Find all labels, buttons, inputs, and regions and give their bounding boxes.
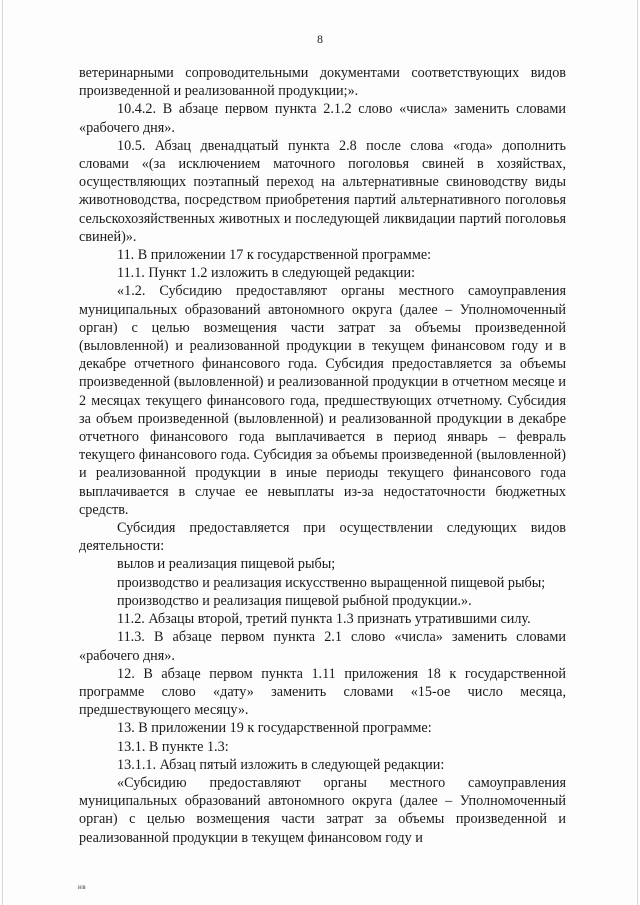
page-left-edge <box>2 0 3 905</box>
paragraph: 11. В приложении 17 к государственной программе: <box>117 247 432 264</box>
paragraph: 10.4.2. В абзаце первом пункта 2.1.2 слово «числа» заменить словами «рабочего дня». <box>79 101 566 136</box>
page-number: 8 <box>317 32 323 46</box>
paragraph: 13.1. В пункте 1.3: <box>117 738 229 755</box>
paragraph: 12. В абзаце первом пункта 1.11 приложения 18 к государственной программе слово «дату» заменить словами «15-ое число месяца, предшествующего месяцу». <box>79 665 566 719</box>
paragraph: вылов и реализация пищевой рыбы; <box>117 556 336 573</box>
footer-mark: нв <box>78 883 87 891</box>
paragraph: 13. В приложении 19 к государственной программе: <box>117 720 432 737</box>
paragraph: Субсидия предоставляется при осуществлении следующих видов деятельности: <box>79 520 566 555</box>
paragraph: 10.5. Абзац двенадцатый пункта 2.8 после слова «года» дополнить словами «(за исключением маточного поголовья свиней в хозяйствах, осуществляющих поэтапный переход на альтернативные свиноводству виды животноводства, посредством приобретения партий альтернативного поголовья сельскохозяйственных животных и последующей ликвидации партий поголовья свиней)». <box>79 137 566 245</box>
paragraph: 11.2. Абзацы второй, третий пункта 1.3 признать утратившими силу. <box>117 611 531 628</box>
paragraph: 11.3. В абзаце первом пункта 2.1 слово «числа» заменить словами «рабочего дня». <box>79 629 566 664</box>
paragraph: «1.2. Субсидию предоставляют органы местного самоуправления муниципальных образований автономного округа (далее – Уполномоченный орган) с целью возмещения части затрат за объемы произведенной (выловленной) и реализованной продукции в текущем финансовом году и в декабре отчетного финансового года. Субсидия предоставляется за объемы произведенной (выловленной) и реализованной продукции в отчетном месяце и 2 месяцах текущего финансового года, предшествующих отчетному. Субсидия за объем произведенной (выловленной) и реализованной продукции в декабре отчетного финансового года выплачивается в период январь – февраль текущего финансового года. Субсидия за объемы произведенной (выловленной) и реализованной продукции в иные периоды текущего финансового года выплачивается в случае ее невыплаты из-за недостаточности бюджетных средств. <box>79 283 566 518</box>
paragraph: производство и реализация искусственно выращенной пищевой рыбы; <box>117 574 546 591</box>
paragraph: ветеринарными сопроводительными документами соответствующих видов произведенной и реализованной продукции;». <box>79 65 566 100</box>
paragraph: 11.1. Пункт 1.2 изложить в следующей редакции: <box>117 265 416 282</box>
document-body <box>79 64 566 847</box>
paragraph: «Субсидию предоставляют органы местного самоуправления муниципальных образований автономного округа (далее – Уполномоченный орган) с целью возмещения части затрат за объемы произведенной и реализованной продукции в текущем финансовом году и <box>79 774 566 846</box>
paragraph: 13.1.1. Абзац пятый изложить в следующей редакции: <box>117 756 445 773</box>
paragraph: производство и реализация пищевой рыбной продукции.». <box>117 592 472 609</box>
page-right-edge <box>637 0 638 905</box>
